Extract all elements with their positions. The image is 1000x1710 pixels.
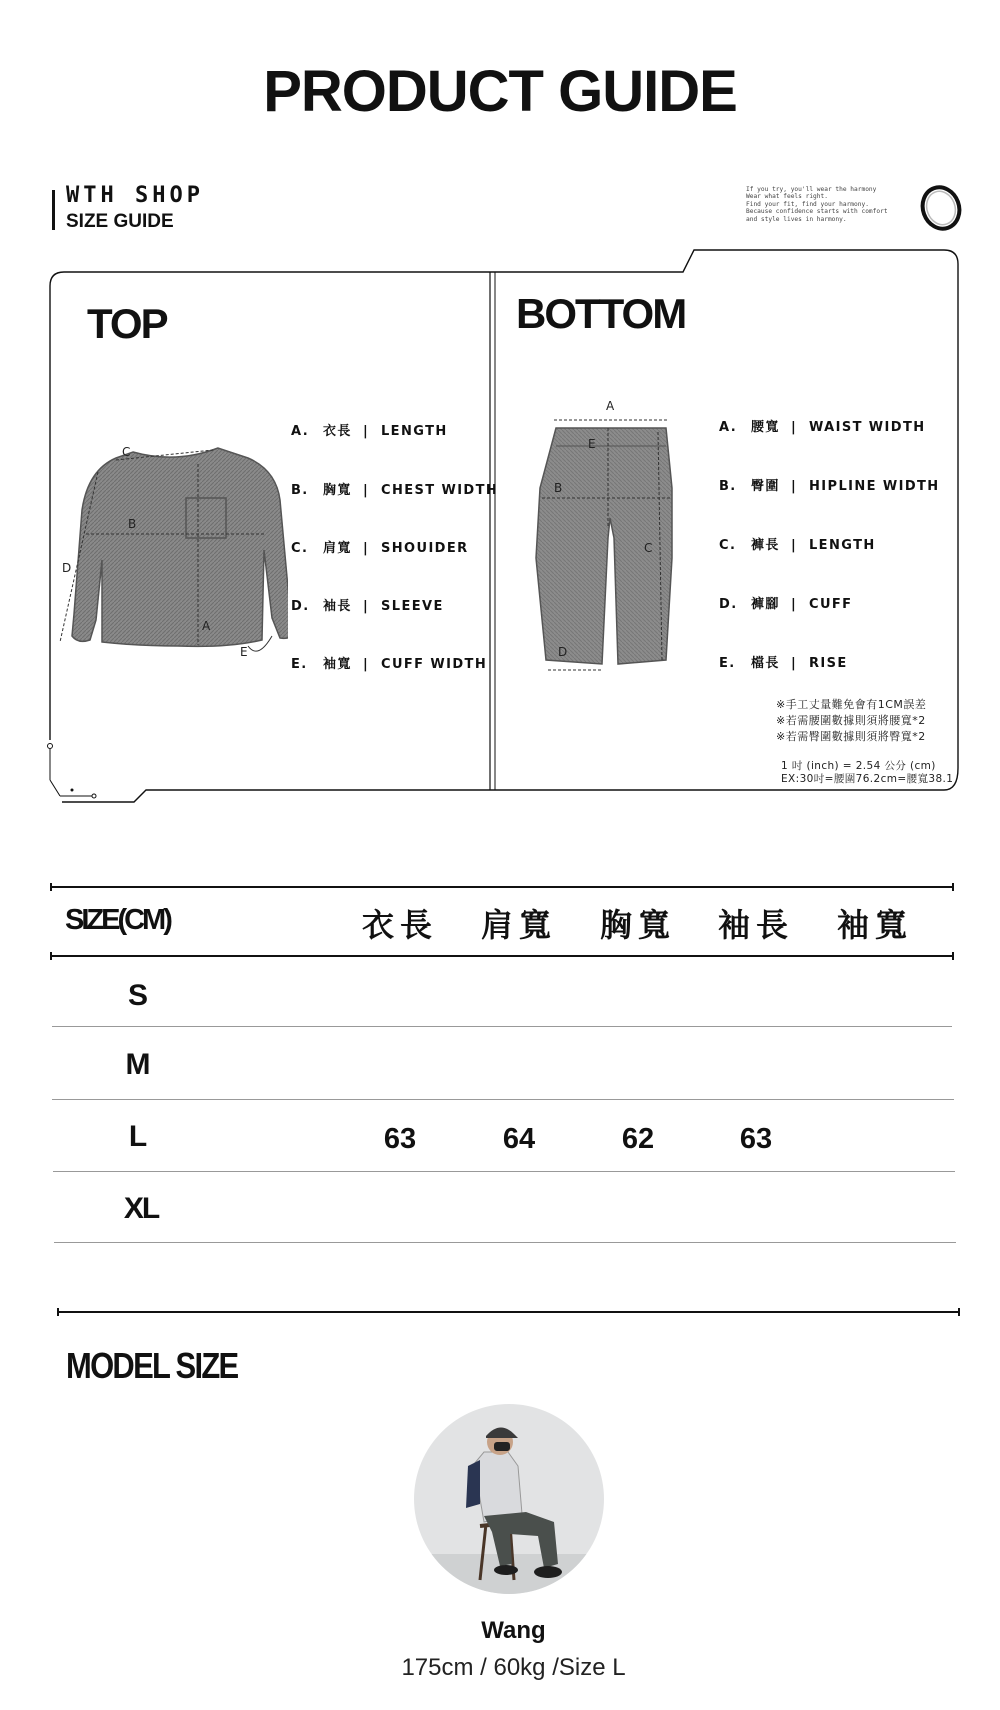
size-label: L xyxy=(128,1120,146,1153)
diagram-label-d: D xyxy=(558,645,568,659)
measure-key: A. xyxy=(719,420,738,435)
measure-sep: | xyxy=(363,483,370,498)
measure-zh: 褲腳 xyxy=(751,597,780,612)
row-divider xyxy=(53,1171,955,1172)
model-section-rule xyxy=(57,1311,960,1313)
row-divider xyxy=(54,1242,956,1243)
measure-zh: 胸寬 xyxy=(323,483,352,498)
measurement-notes xyxy=(776,697,926,745)
measure-zh: 袖寬 xyxy=(323,657,352,672)
top-measure-row xyxy=(291,420,448,439)
size-label: XL xyxy=(123,1192,159,1225)
measure-en: LENGTH xyxy=(381,424,448,439)
diagram-label-c: C xyxy=(644,541,653,555)
model-name: Wang xyxy=(481,1617,546,1644)
diagram-label-e: E xyxy=(588,437,596,451)
tagline-line: Find your fit, find your harmony. xyxy=(746,200,869,208)
size-column-header: SIZE(CM) xyxy=(65,904,170,936)
measure-sep: | xyxy=(791,538,798,553)
rule-end-cap xyxy=(952,952,954,960)
table-top-rule xyxy=(50,886,954,888)
size-label: M xyxy=(125,1048,149,1081)
measure-key: E. xyxy=(291,657,308,672)
measure-en: RISE xyxy=(809,656,848,671)
model-section-title: MODEL SIZE xyxy=(66,1345,238,1386)
measure-sep: | xyxy=(791,597,798,612)
measure-en: CHEST WIDTH xyxy=(381,483,499,498)
conversion-line: EX:30吋=腰圍76.2cm=腰寬38.1 xyxy=(781,773,954,785)
top-measure-row xyxy=(291,537,469,556)
top-measure-row xyxy=(291,479,498,498)
rule-end-cap xyxy=(958,1308,960,1316)
model-stats: 175cm / 60kg /Size L xyxy=(401,1654,626,1681)
diagram-label-a: A xyxy=(202,619,211,633)
page-title: PRODUCT GUIDE xyxy=(263,59,737,124)
bottom-measure-row xyxy=(719,416,926,435)
top-section-title: TOP xyxy=(87,300,167,347)
table-cell: 64 xyxy=(502,1123,536,1155)
measure-zh: 臀圍 xyxy=(751,479,780,494)
measure-en: SLEEVE xyxy=(381,599,444,614)
rule-end-cap xyxy=(50,883,52,891)
measure-en: LENGTH xyxy=(809,538,876,553)
diagram-label-c: C xyxy=(122,445,131,459)
size-label: S xyxy=(127,979,146,1012)
measure-en: HIPLINE WIDTH xyxy=(809,479,940,494)
measure-sep: | xyxy=(363,424,370,439)
table-header-rule xyxy=(50,955,954,957)
bottom-measure-row xyxy=(719,593,852,612)
diagram-label-a: A xyxy=(606,399,615,413)
tagline-line: If you try, you'll wear the harmony xyxy=(746,186,877,193)
table-cell: 63 xyxy=(383,1123,417,1155)
rule-end-cap xyxy=(952,883,954,891)
model-figure-icon xyxy=(414,1404,604,1594)
measure-key: B. xyxy=(719,479,737,494)
model-photo xyxy=(414,1404,604,1594)
measure-key: A. xyxy=(291,424,310,439)
note-line: ※手工丈量難免會有1CM誤差 xyxy=(776,698,927,711)
column-header: 袖長 xyxy=(717,906,794,944)
measure-sep: | xyxy=(791,420,798,435)
top-measure-row xyxy=(291,653,487,672)
measure-zh: 腰寬 xyxy=(751,420,780,435)
bottom-measure-row xyxy=(719,652,848,671)
measure-key: B. xyxy=(291,483,309,498)
top-garment-diagram xyxy=(58,430,288,670)
measure-sep: | xyxy=(791,656,798,671)
tagline-line: and style lives in harmony. xyxy=(746,215,847,223)
measure-key: D. xyxy=(291,599,310,614)
measure-key: E. xyxy=(719,656,736,671)
unit-conversion xyxy=(781,760,953,786)
measure-en: WAIST WIDTH xyxy=(809,420,926,435)
row-divider xyxy=(52,1099,954,1100)
bottom-measure-row xyxy=(719,475,940,494)
measure-sep: | xyxy=(363,599,370,614)
diagram-label-b: B xyxy=(554,481,563,495)
rule-end-cap xyxy=(50,952,52,960)
table-cell: 63 xyxy=(739,1123,773,1155)
measure-zh: 肩寬 xyxy=(323,541,352,556)
tagline-line: Wear what feels right. xyxy=(746,193,828,201)
note-line: ※若需臀圍數據則須將臀寬*2 xyxy=(776,730,926,743)
bottom-garment-diagram xyxy=(522,398,702,678)
column-header: 肩寬 xyxy=(480,906,557,944)
measure-sep: | xyxy=(363,657,370,672)
diagram-label-b: B xyxy=(128,517,137,531)
measure-en: CUFF xyxy=(809,597,853,612)
measure-zh: 衣長 xyxy=(323,424,352,439)
diagram-label-d: D xyxy=(62,561,72,575)
column-header: 胸寬 xyxy=(599,906,676,944)
measure-key: C. xyxy=(719,538,737,553)
measure-en: SHOUIDER xyxy=(381,541,469,556)
table-cell: 62 xyxy=(621,1123,655,1155)
diagram-label-e: E xyxy=(240,645,248,659)
measure-sep: | xyxy=(791,479,798,494)
tagline-line: Because confidence starts with comfort xyxy=(746,208,888,216)
conversion-line: 1 吋 (inch) = 2.54 公分 (cm) xyxy=(781,760,936,772)
measure-key: C. xyxy=(291,541,309,556)
brand-name: WTH SHOP xyxy=(66,183,204,208)
rule-end-cap xyxy=(57,1308,59,1316)
top-measure-row xyxy=(291,595,444,614)
measure-zh: 褲長 xyxy=(751,538,780,553)
measure-zh: 檔長 xyxy=(751,656,780,671)
measure-sep: | xyxy=(363,541,370,556)
measure-zh: 袖長 xyxy=(323,599,352,614)
bottom-measure-row xyxy=(719,534,876,553)
bottom-section-title: BOTTOM xyxy=(516,290,686,337)
measure-key: D. xyxy=(719,597,738,612)
size-guide-label: SIZE GUIDE xyxy=(66,211,174,232)
column-header: 袖寬 xyxy=(836,906,913,944)
measure-en: CUFF WIDTH xyxy=(381,657,488,672)
row-divider xyxy=(52,1026,952,1027)
note-line: ※若需腰圍數據則須將腰寬*2 xyxy=(776,714,926,727)
column-header: 衣長 xyxy=(361,906,438,944)
